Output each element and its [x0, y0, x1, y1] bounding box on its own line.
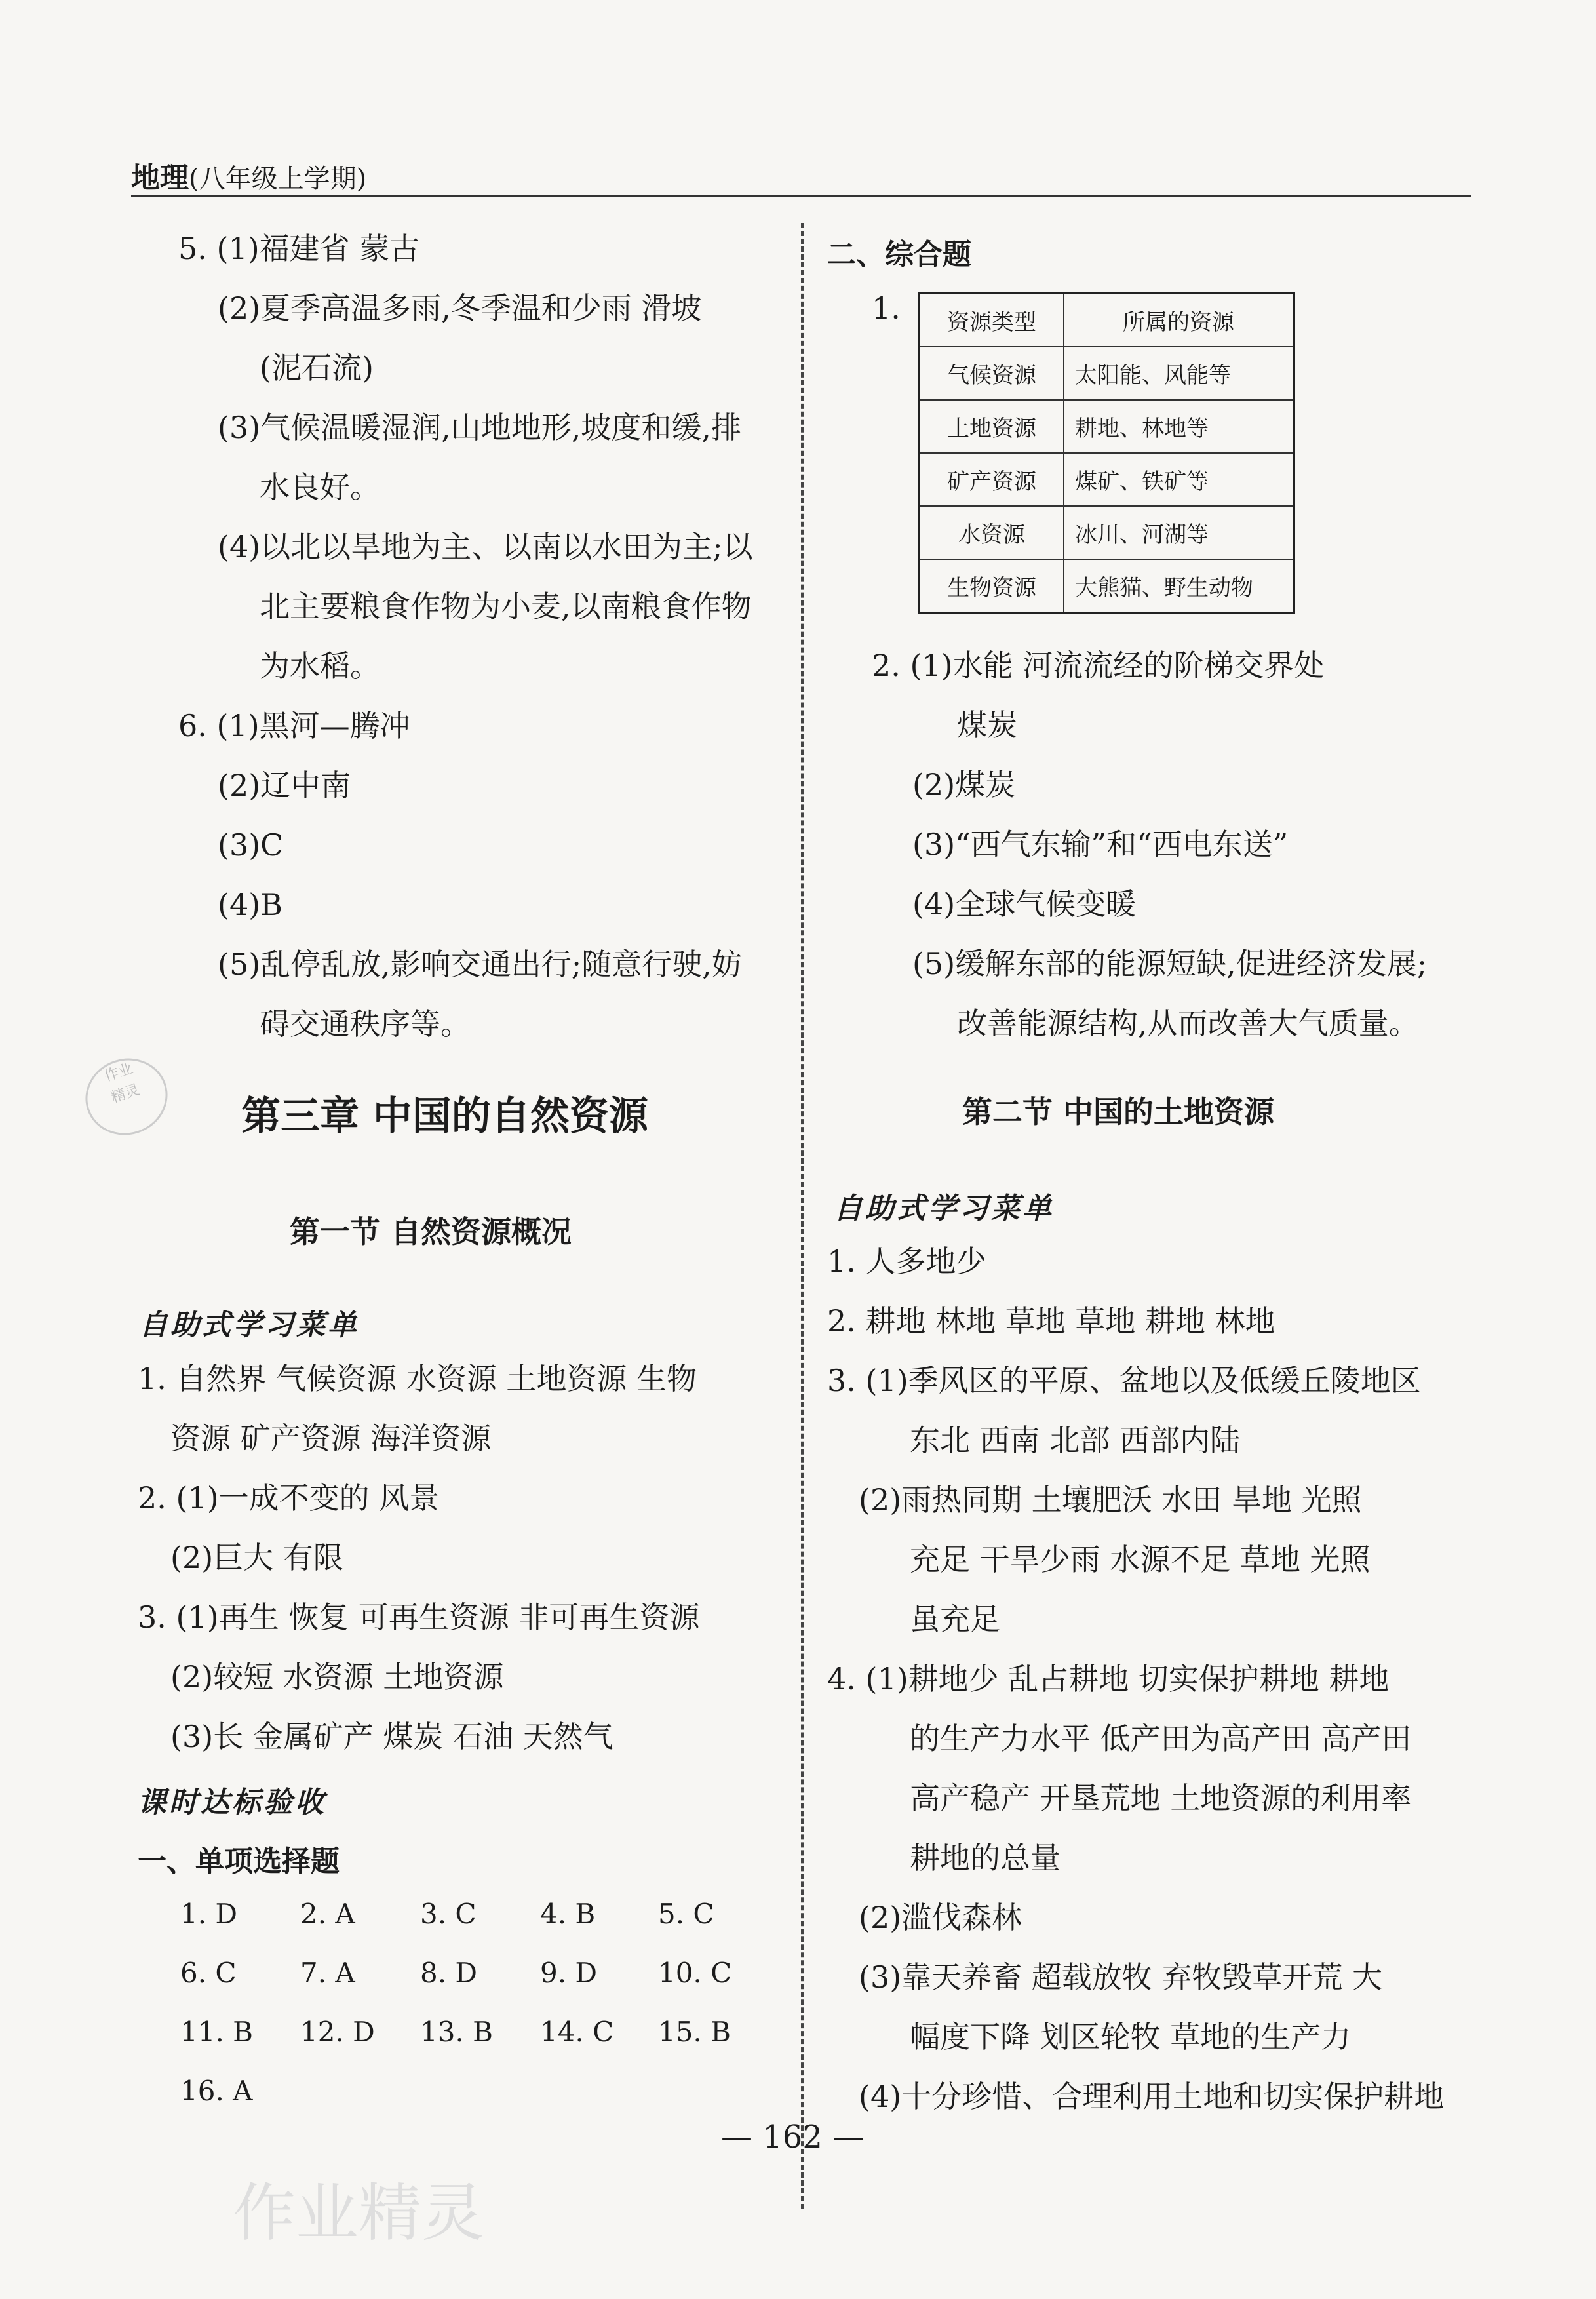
table-cell: 矿产资源	[919, 453, 1064, 506]
left-q5-line: 北主要粮食作物为小麦,以南粮食作物	[260, 589, 752, 624]
right-line: (2)雨热同期 土壤肥沃 水田 旱地 光照	[859, 1482, 1362, 1518]
self-study-line: (2)较短 水资源 土地资源	[170, 1659, 504, 1695]
table-header-cell: 资源类型	[919, 293, 1064, 347]
section-title-left: 第一节 自然资源概况	[290, 1214, 572, 1249]
table-row	[919, 559, 1294, 613]
right-line: 幅度下降 划区轮牧 草地的生产力	[910, 2019, 1352, 2054]
chapter-title: 第三章 中国的自然资源	[241, 1093, 648, 1139]
self-study-line: 1. 自然界 气候资源 水资源 土地资源 生物	[138, 1361, 697, 1396]
q2-line: 2. (1)水能 河流流经的阶梯交界处	[872, 648, 1325, 683]
left-q5-line: (2)夏季高温多雨,冬季温和少雨 滑坡	[218, 290, 702, 326]
answer-item: 5. C	[658, 1898, 714, 1930]
table-cell: 太阳能、风能等	[1064, 347, 1294, 400]
header-title: 地理	[131, 161, 189, 195]
answer-item: 13. B	[420, 2016, 494, 2048]
self-study-line: 2. (1)一成不变的 风景	[138, 1480, 440, 1516]
self-study-line: (2)巨大 有限	[170, 1540, 343, 1575]
table-cell: 大熊猫、野生动物	[1064, 559, 1294, 613]
single-choice-heading: 一、单项选择题	[138, 1845, 340, 1878]
q1-label: 1.	[872, 290, 901, 326]
answer-item: 16. A	[180, 2075, 253, 2107]
answer-item: 7. A	[300, 1957, 355, 1989]
table-cell: 水资源	[919, 506, 1064, 559]
section-title-right: 第二节 中国的土地资源	[962, 1094, 1275, 1130]
table-row	[919, 400, 1294, 453]
table-cell: 耕地、林地等	[1064, 400, 1294, 453]
q2-line: 改善能源结构,从而改善大气质量。	[957, 1006, 1419, 1041]
watermark-text: 作业精灵	[233, 2176, 484, 2250]
right-line: 的生产力水平 低产田为高产田 高产田	[910, 1721, 1412, 1756]
answer-item: 12. D	[300, 2016, 375, 2048]
resource-table	[918, 292, 1295, 614]
answer-item: 4. B	[540, 1898, 596, 1930]
self-study-heading-right: 自助式学习菜单	[834, 1192, 1054, 1225]
table-header-cell: 所属的资源	[1064, 293, 1294, 347]
right-line: (3)靠天养畜 超载放牧 弃牧毁草开荒 大	[859, 1959, 1383, 1995]
right-line: 3. (1)季风区的平原、盆地以及低缓丘陵地区	[827, 1363, 1421, 1398]
table-header-row	[919, 293, 1294, 347]
stamp-logo: 作业 精灵	[75, 1048, 178, 1145]
q2-line: (2)煤炭	[912, 767, 1016, 802]
table-row	[919, 453, 1294, 506]
page-number: — 162 —	[721, 2119, 865, 2155]
left-q6-line: (5)乱停乱放,影响交通出行;随意行驶,妨	[218, 947, 742, 982]
q2-line: (5)缓解东部的能源短缺,促进经济发展;	[912, 946, 1428, 981]
right-line: 充足 干旱少雨 水源不足 草地 光照	[910, 1542, 1371, 1577]
q2-line: (4)全球气候变暖	[912, 886, 1137, 922]
table-cell: 土地资源	[919, 400, 1064, 453]
self-study-line: 3. (1)再生 恢复 可再生资源 非可再生资源	[138, 1600, 700, 1635]
right-line: 4. (1)耕地少 乱占耕地 切实保护耕地 耕地	[827, 1661, 1390, 1697]
q2-line: 煤炭	[957, 707, 1017, 743]
comprehensive-heading: 二、综合题	[827, 238, 971, 271]
table-row	[919, 347, 1294, 400]
right-line: 耕地的总量	[910, 1840, 1061, 1876]
left-q5-line: (3)气候温暖湿润,山地地形,坡度和缓,排	[218, 410, 742, 445]
right-line: 2. 耕地 林地 草地 草地 耕地 林地	[827, 1303, 1275, 1339]
table-cell: 气候资源	[919, 347, 1064, 400]
right-line: 1. 人多地少	[827, 1244, 986, 1279]
check-heading: 课时达标验收	[138, 1786, 326, 1819]
left-q6-line: (2)辽中南	[218, 768, 351, 803]
self-study-line: (3)长 金属矿产 煤炭 石油 天然气	[170, 1719, 613, 1754]
right-line: (2)滥伐森林	[859, 1900, 1022, 1935]
header-subtitle: (八年级上学期)	[189, 164, 367, 194]
answer-item: 3. C	[420, 1898, 477, 1930]
left-q5-line: 5. (1)福建省 蒙古	[178, 231, 420, 266]
right-line: 东北 西南 北部 西部内陆	[910, 1423, 1240, 1458]
table-cell: 冰川、河湖等	[1064, 506, 1294, 559]
left-q6-line: 6. (1)黑河—腾冲	[178, 708, 410, 743]
answer-item: 10. C	[658, 1957, 732, 1989]
answer-item: 15. B	[658, 2016, 731, 2048]
q2-line: (3)“西气东输”和“西电东送”	[912, 827, 1289, 862]
answer-item: 6. C	[180, 1957, 237, 1989]
answer-item: 9. D	[540, 1957, 598, 1989]
left-q5-line: (4)以北以旱地为主、以南以水田为主;以	[218, 529, 753, 564]
answer-item: 8. D	[420, 1957, 478, 1989]
column-divider	[801, 223, 804, 2209]
left-q6-line: (3)C	[218, 827, 284, 863]
left-q5-line: (泥石流)	[260, 350, 374, 385]
self-study-heading-left: 自助式学习菜单	[139, 1308, 359, 1342]
answer-item: 11. B	[180, 2016, 254, 2048]
right-line: 虽充足	[910, 1601, 1000, 1637]
left-q5-line: 水良好。	[260, 469, 380, 505]
left-q6-line: 碍交通秩序等。	[260, 1006, 471, 1042]
answer-item: 1. D	[180, 1898, 238, 1930]
right-line: (4)十分珍惜、合理利用土地和切实保护耕地	[859, 2079, 1445, 2114]
answer-item: 2. A	[300, 1898, 355, 1930]
table-cell: 生物资源	[919, 559, 1064, 613]
header-rule	[131, 195, 1471, 197]
table-row	[919, 506, 1294, 559]
left-q6-line: (4)B	[218, 887, 282, 922]
self-study-line: 资源 矿产资源 海洋资源	[170, 1421, 492, 1456]
table-cell: 煤矿、铁矿等	[1064, 453, 1294, 506]
answer-item: 14. C	[540, 2016, 614, 2048]
left-q5-line: 为水稻。	[260, 648, 380, 684]
right-line: 高产稳产 开垦荒地 土地资源的利用率	[910, 1780, 1412, 1816]
running-header	[131, 154, 366, 196]
